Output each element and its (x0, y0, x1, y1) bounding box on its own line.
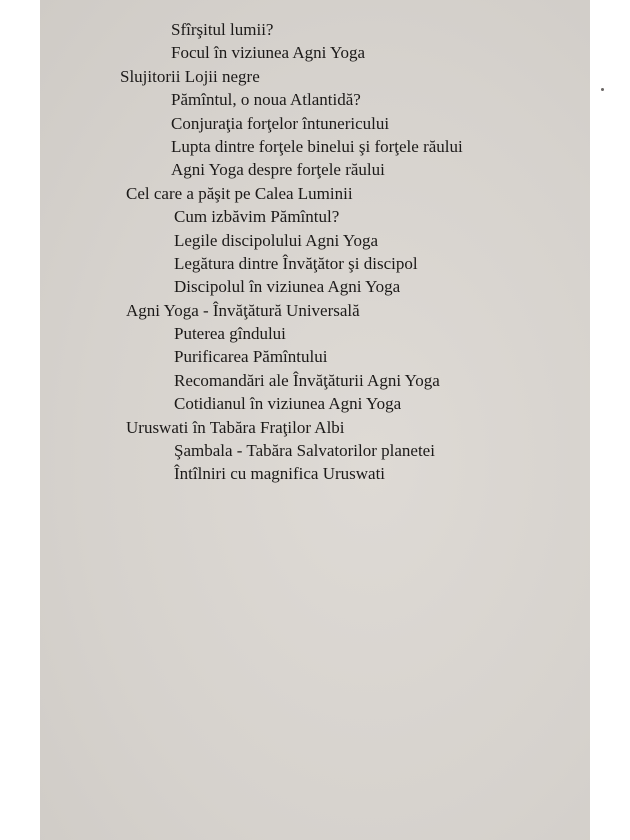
toc-entry: Legile discipolului Agni Yoga (174, 230, 378, 250)
toc-chapter: Slujitorii Lojii negre (120, 66, 260, 86)
toc-entry: Lupta dintre forţele binelui şi forţele răului (171, 136, 463, 156)
toc-entry: Cum izbăvim Pămîntul? (174, 207, 340, 227)
toc-entry: Purificarea Pămîntului (174, 347, 328, 367)
table-of-contents (40, 18, 463, 486)
toc-entry: Conjuraţia forţelor întunericului (171, 113, 390, 133)
toc-entry: Discipolul în viziunea Agni Yoga (174, 277, 401, 297)
ink-speck (601, 88, 604, 91)
toc-entry: Legătura dintre Învăţător şi discipol (174, 253, 418, 273)
toc-entry: Întîlniri cu magnifica Uruswati (174, 464, 386, 484)
toc-entry: Pămîntul, o noua Atlantidă? (171, 90, 361, 110)
toc-entry: Recomandări ale Învăţăturii Agni Yoga (174, 370, 440, 390)
book-page (40, 0, 590, 840)
toc-entry: Puterea gîndului (174, 324, 286, 344)
toc-entry: Şambala - Tabăra Salvatorilor planetei (174, 441, 435, 461)
toc-entry: Sfîrşitul lumii? (171, 20, 274, 39)
toc-chapter: Cel care a păşit pe Calea Luminii (126, 183, 353, 203)
toc-entry: Cotidianul în viziunea Agni Yoga (174, 394, 402, 414)
toc-chapter: Uruswati în Tabăra Fraţilor Albi (126, 417, 345, 437)
toc-chapter: Agni Yoga - Învăţătură Universală (126, 300, 360, 320)
toc-entry: Agni Yoga despre forţele răului (171, 160, 385, 180)
toc-entry: Focul în viziunea Agni Yoga (171, 43, 366, 63)
